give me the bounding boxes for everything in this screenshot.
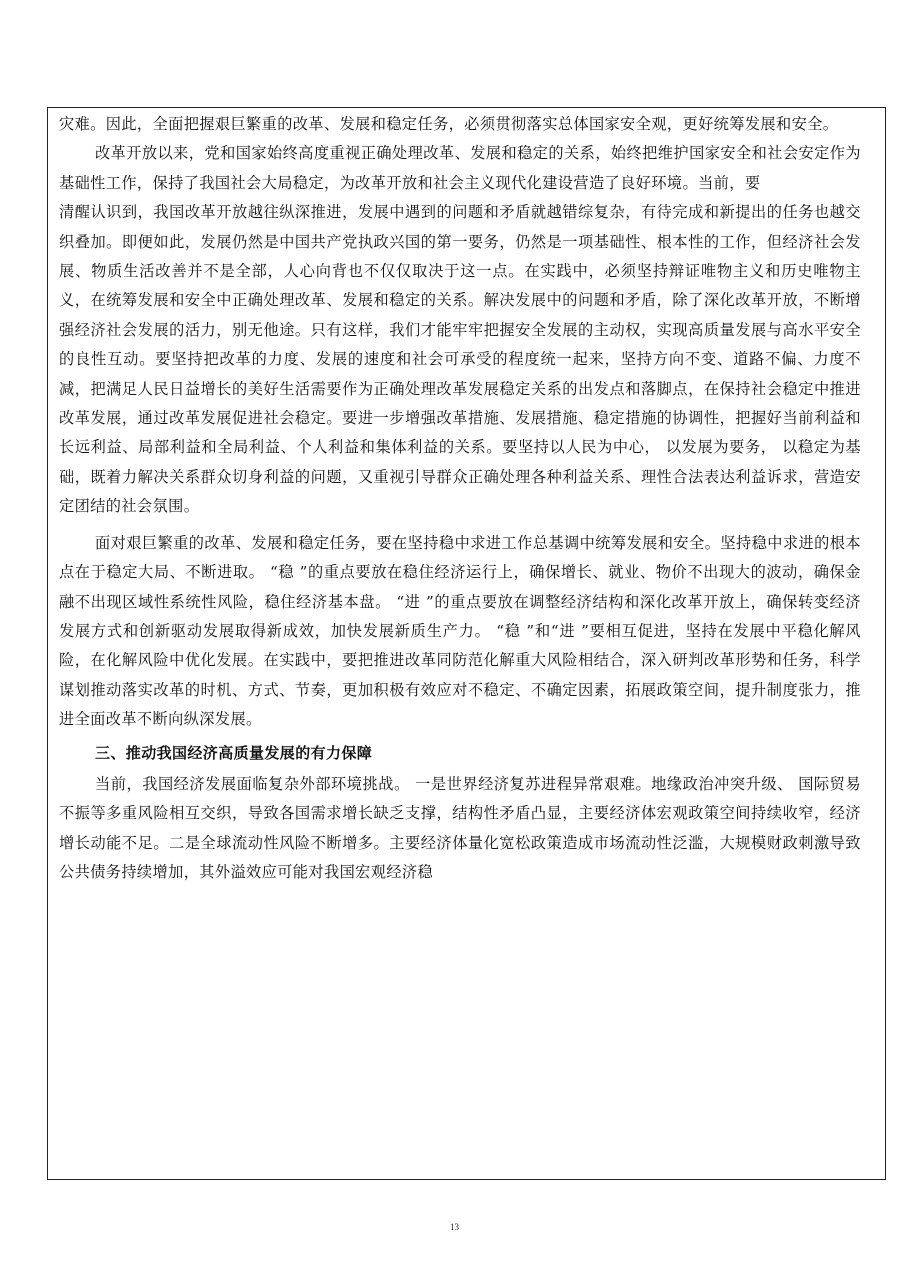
paragraph-continuation: 灾难。因此，全面把握艰巨繁重的改革、发展和稳定任务，必须贯彻落实总体国家安全观，更好统筹发展和安全。: [59, 115, 839, 133]
page-number: 13: [450, 1222, 459, 1232]
section-heading: 三、推动我国经济高质量发展的有力保障: [95, 743, 373, 762]
paragraph-external-challenges: 当前，我国经济发展面临复杂外部环境挑战。 一是世界经济复苏进程异常艰难。地缘政治冲突升级、 国际贸易不振等多重风险相互交织，导致各国需求增长缺乏支撑，结构性矛盾凸显，主要经济体宏观政策空间持续收窄，经济增长动能不足。二是全球流动性风险不断增多。主要经济体量化宽松政策造成市场流动性泛滥，大规模财政刺激导致公共债务持续增加，其外溢效应可能对我国宏观经济稳: [59, 774, 861, 882]
document-body: [59, 110, 861, 888]
paragraph-steady-progress: 面对艰巨繁重的改革、发展和稳定任务，要在坚持稳中求进工作总基调中统筹发展和安全。坚持稳中求进的根本点在于稳定大局、不断进取。 “稳 ”的重点要放在稳住经济运行上，确保增长、就业、物价不出现大的波动，确保金融不出现区域性系统性风险，稳住经济基本盘。 “进 ”的重点要放在调整经济结构和深化改革开放上，确保转变经济发展方式和创新驱动发展取得新成效，加快发展新质生产力。 “稳 ”和“进 ”要相互促进，坚持在发展中平稳化解风险，在化解风险中优化发展。在实践中，要把推进改革同防范化解重大风险相结合，深入研判改革形势和任务，科学谋划推动落实改革的时机、方式、节奏，更加积极有效应对不稳定、不确定因素，拓展政策空间，提升制度张力，推进全面改革不断向纵深发展。: [59, 533, 861, 729]
paragraph-reform-stability: 改革开放以来，党和国家始终高度重视正确处理改革、发展和稳定的关系，始终把维护国家安全和社会安定作为基础性工作，保持了我国社会大局稳定，为改革开放和社会主义现代化建设营造了良好环境。当前，要: [59, 144, 861, 192]
paragraph-awareness: 清醒认识到，我国改革开放越往纵深推进，发展中遇到的问题和矛盾就越错综复杂，有待完成和新提出的任务也越交织叠加。即便如此，发展仍然是中国共产党执政兴国的第一要务，仍然是一项基础性、根本性的工作，但经济社会发展、物质生活改善并不是全部，人心向背也不仅仅取决于这一点。在实践中，必须坚持辩证唯物主义和历史唯物主义，在统筹发展和安全中正确处理改革、发展和稳定的关系。解决发展中的问题和矛盾，除了深化改革开放，不断增强经济社会发展的活力，别无他途。只有这样，我们才能牢牢把握安全发展的主动权，实现高质量发展与高水平安全的良性互动。要坚持把改革的力度、发展的速度和社会可承受的程度统一起来，坚持方向不变、道路不偏、力度不减，把满足人民日益增长的美好生活需要作为正确处理改革发展稳定关系的出发点和落脚点，在保持社会稳定中推进改革发展，通过改革发展促进社会稳定。要进一步增强改革措施、发展措施、稳定措施的协调性，把握好当前利益和长远利益、局部利益和全局利益、个人利益和集体利益的关系。要坚持以人民为中心， 以发展为要务， 以稳定为基础，既着力解决关系群众切身利益的问题，又重视引导群众正确处理各种利益关系、理性合法表达利益诉求，营造安定团结的社会氛围。: [59, 203, 861, 516]
